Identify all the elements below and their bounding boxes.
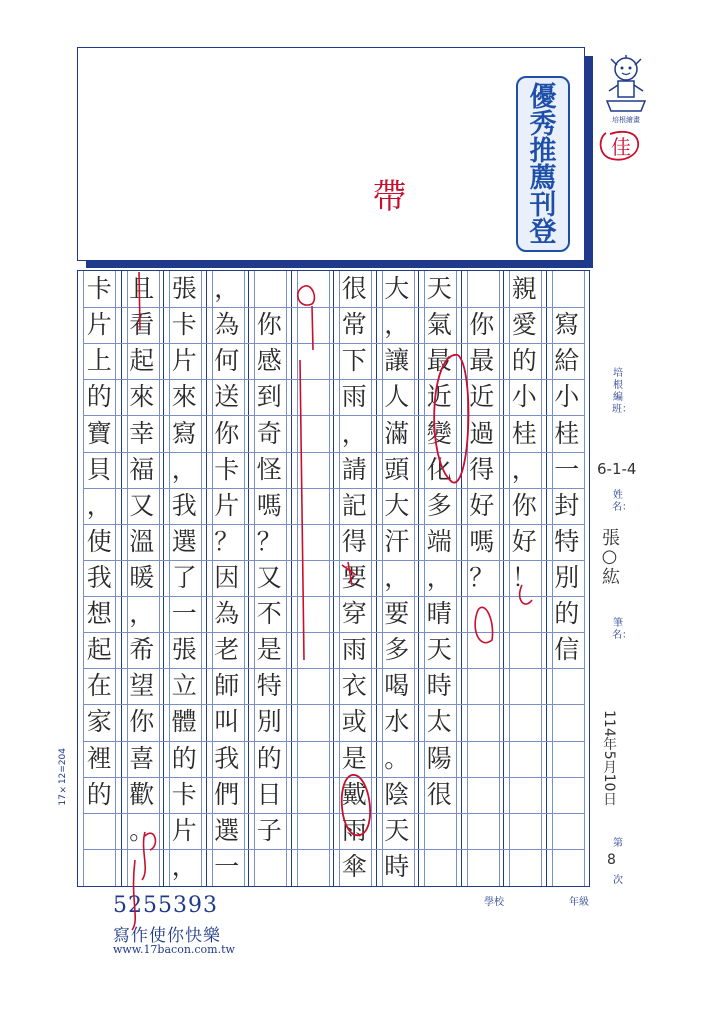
essay-char: 怪	[256, 454, 282, 484]
essay-char: 師	[214, 671, 240, 701]
essay-char: 老	[214, 635, 240, 665]
essay-char: 別	[256, 707, 282, 737]
essay-char: ，	[171, 454, 197, 484]
essay-char: 雨	[341, 382, 367, 412]
essay-char: 了	[171, 563, 197, 592]
grid-row-line	[83, 343, 584, 344]
stamp-char: 刊	[529, 190, 557, 221]
essay-char: 想	[86, 599, 112, 629]
essay-char: 穿	[341, 599, 367, 629]
stamp-char: 薦	[529, 163, 557, 194]
grid-row-line	[83, 632, 584, 633]
essay-char: ，	[171, 851, 197, 881]
essay-char: 近	[426, 382, 452, 412]
grid-row-line	[83, 379, 584, 380]
essay-char: 起	[86, 635, 112, 665]
count-label: 第	[613, 838, 623, 849]
grid-dimensions: 17×12=204	[58, 748, 68, 806]
essay-char: ？	[214, 526, 240, 556]
essay-char: 天	[426, 274, 452, 304]
essay-char: 或	[341, 707, 367, 737]
essay-char: 是	[341, 743, 367, 773]
essay-char: 的	[171, 743, 197, 773]
essay-char: 雨	[341, 815, 367, 845]
grid-row-line	[83, 488, 584, 489]
essay-char: ，	[341, 418, 367, 448]
comment-box-shadow-right	[585, 56, 593, 268]
grid-row-line	[83, 704, 584, 705]
essay-char: ，	[129, 599, 155, 629]
essay-char: 傘	[341, 851, 367, 881]
essay-char: 我	[86, 563, 112, 592]
penname-label: 筆名：	[612, 618, 632, 641]
essay-char: 卡	[171, 779, 197, 809]
essay-char: 晴	[426, 599, 452, 629]
essay-char: 過	[469, 418, 495, 448]
essay-char: 貝	[86, 454, 112, 484]
essay-char: 頭	[384, 454, 410, 484]
essay-char: 特	[256, 671, 282, 701]
essay-char: 雨	[341, 635, 367, 665]
essay-char: 到	[256, 382, 282, 412]
grid-row-line	[83, 560, 584, 561]
grid-row-line	[83, 741, 584, 742]
essay-char: 化	[426, 454, 452, 484]
essay-char: 卡	[86, 274, 112, 304]
essay-char: 滿	[384, 418, 410, 448]
essay-char: 別	[554, 563, 580, 592]
essay-char: 最	[426, 346, 452, 376]
grid-row-line	[83, 777, 584, 778]
essay-char: 陽	[426, 743, 452, 773]
grid-row-line	[83, 596, 584, 597]
grade-mark: 佳	[611, 134, 631, 159]
essay-char: ，	[511, 454, 537, 484]
comment-box	[77, 47, 585, 261]
essay-char: 溫	[129, 526, 155, 556]
essay-char: 很	[426, 779, 452, 809]
essay-char: 端	[426, 526, 452, 556]
manuscript-grid	[77, 270, 590, 887]
essay-char: 一	[214, 851, 240, 881]
essay-char: 幸	[129, 418, 155, 448]
essay-char: 很	[341, 274, 367, 304]
essay-char: 我	[214, 743, 240, 773]
essay-char: 希	[129, 635, 155, 665]
essay-char: 的	[86, 779, 112, 809]
essay-char: 時	[384, 851, 410, 881]
essay-char: 陰	[384, 779, 410, 809]
essay-char: 的	[511, 346, 537, 376]
essay-char: 水	[384, 707, 410, 737]
essay-char: 來	[171, 382, 197, 412]
essay-char: 你	[256, 310, 282, 340]
essay-char: 選	[214, 815, 240, 845]
stamp-char: 秀	[529, 109, 557, 140]
essay-char: 特	[554, 526, 580, 556]
grade-label: 年級	[569, 897, 589, 908]
essay-char: 最	[469, 346, 495, 376]
essay-char: 暖	[129, 563, 155, 592]
grid-row-line	[83, 415, 584, 416]
essay-char: 來	[129, 382, 155, 412]
essay-char: 裡	[86, 743, 112, 773]
school-label: 學校	[484, 897, 504, 908]
essay-char: 桂	[511, 418, 537, 448]
essay-char: 又	[129, 490, 155, 520]
essay-char: 喜	[129, 743, 155, 773]
essay-char: 一	[554, 454, 580, 484]
essay-char: 近	[469, 382, 495, 412]
stamp-char: 優	[529, 82, 557, 113]
essay-char: 叫	[214, 707, 240, 737]
essay-char: 寶	[86, 418, 112, 448]
essay-char: 小	[554, 382, 580, 412]
essay-char: 感	[256, 346, 282, 376]
essay-char: 的	[256, 743, 282, 773]
essay-char: 的	[554, 599, 580, 629]
essay-char: ？	[256, 526, 282, 556]
essay-char: 歡	[129, 779, 155, 809]
stamp-char: 登	[529, 217, 557, 248]
logo-caption: 培根繪畫	[612, 116, 640, 124]
essay-char: 奇	[256, 418, 282, 448]
count-value: 8	[607, 852, 616, 868]
essay-char: ！	[511, 563, 537, 592]
essay-char: 上	[86, 346, 112, 376]
essay-char: ，	[214, 274, 240, 304]
date-value: 114年5月10日	[601, 710, 617, 806]
essay-char: 日	[256, 779, 282, 809]
essay-char: ，	[426, 563, 452, 592]
essay-char: 的	[86, 382, 112, 412]
tree-logo-icon	[603, 55, 649, 113]
comment-box-shadow-bottom	[86, 261, 593, 268]
name-value: 張○紘	[599, 528, 620, 585]
essay-char: 家	[86, 707, 112, 737]
essay-char: 嗎	[256, 490, 282, 520]
essay-char: 桂	[554, 418, 580, 448]
recommendation-stamp	[516, 76, 570, 252]
essay-char: 福	[129, 454, 155, 484]
essay-char: 得	[469, 454, 495, 484]
grid-row-line	[83, 524, 584, 525]
essay-char: 張	[171, 635, 197, 665]
essay-char: 又	[256, 563, 282, 592]
essay-char: 你	[469, 310, 495, 340]
essay-char: 多	[426, 490, 452, 520]
essay-char: 為	[214, 599, 240, 629]
essay-char: 常	[341, 310, 367, 340]
essay-char: ，	[86, 490, 112, 520]
teacher-comment: 帶	[366, 178, 406, 212]
essay-char: 起	[129, 346, 155, 376]
essay-char: 體	[171, 707, 197, 737]
essay-char: 我	[171, 490, 197, 520]
essay-char: 寫	[171, 418, 197, 448]
essay-char: 何	[214, 346, 240, 376]
essay-char: 你	[214, 418, 240, 448]
essay-char: 片	[171, 815, 197, 845]
essay-char: 在	[86, 671, 112, 701]
essay-char: 天	[384, 815, 410, 845]
essay-char: 得	[341, 526, 367, 556]
essay-char: 看	[129, 310, 155, 340]
grid-row-line	[83, 307, 584, 308]
essay-char: 你	[511, 490, 537, 520]
stamp-char: 推	[529, 136, 557, 167]
essay-char: 天	[426, 635, 452, 665]
essay-char: 不	[256, 599, 282, 629]
class-value: 6-1-4	[597, 460, 637, 478]
essay-char: 為	[214, 310, 240, 340]
essay-char: 張	[171, 274, 197, 304]
essay-char: 片	[171, 346, 197, 376]
essay-char: 嗎	[469, 526, 495, 556]
essay-char: 片	[86, 310, 112, 340]
essay-char: 寫	[554, 310, 580, 340]
essay-char: 下	[341, 346, 367, 376]
essay-char: 讓	[384, 346, 410, 376]
essay-char: 送	[214, 382, 240, 412]
essay-char: 親	[511, 274, 537, 304]
essay-char: 們	[214, 779, 240, 809]
essay-char: 。	[129, 815, 155, 845]
essay-char: 大	[384, 274, 410, 304]
essay-char: 使	[86, 526, 112, 556]
essay-char: 人	[384, 382, 410, 412]
essay-char: ，	[384, 563, 410, 592]
class-label: 培根編班：	[612, 368, 632, 415]
essay-char: 因	[214, 563, 240, 592]
essay-char: 是	[256, 635, 282, 665]
essay-char: 望	[129, 671, 155, 701]
essay-char: ？	[469, 563, 495, 592]
essay-char: 愛	[511, 310, 537, 340]
essay-char: 你	[129, 707, 155, 737]
essay-char: 戴	[341, 779, 367, 809]
essay-char: ，	[384, 310, 410, 340]
essay-char: 衣	[341, 671, 367, 701]
essay-char: 立	[171, 671, 197, 701]
grid-row-line	[83, 668, 584, 669]
essay-char: 太	[426, 707, 452, 737]
slogan: 寫作使你快樂	[113, 926, 221, 946]
essay-char: 汗	[384, 526, 410, 556]
essay-char: 變	[426, 418, 452, 448]
essay-char: 好	[469, 490, 495, 520]
count-suffix: 次	[613, 875, 623, 886]
grid-row-line	[83, 849, 584, 850]
essay-char: 要	[341, 563, 367, 592]
essay-char: 好	[511, 526, 537, 556]
essay-char: 氣	[426, 310, 452, 340]
essay-char: 請	[341, 454, 367, 484]
essay-char: 卡	[214, 454, 240, 484]
essay-char: 記	[341, 490, 367, 520]
essay-char: 片	[214, 490, 240, 520]
name-label: 姓名：	[612, 490, 632, 513]
essay-char: 信	[554, 635, 580, 665]
essay-char: 多	[384, 635, 410, 665]
grid-row-line	[83, 452, 584, 453]
grid-row-line	[83, 813, 584, 814]
essay-char: 喝	[384, 671, 410, 701]
serial-number: 5255393	[113, 893, 218, 918]
essay-char: 時	[426, 671, 452, 701]
essay-char: 子	[256, 815, 282, 845]
essay-char: 選	[171, 526, 197, 556]
essay-char: 且	[129, 274, 155, 304]
essay-char: 要	[384, 599, 410, 629]
essay-char: 卡	[171, 310, 197, 340]
essay-char: 一	[171, 599, 197, 629]
website-url: www.17bacon.com.tw	[113, 943, 235, 956]
essay-char: 。	[384, 743, 410, 773]
essay-char: 大	[384, 490, 410, 520]
grid-column	[291, 271, 335, 886]
essay-char: 小	[511, 382, 537, 412]
essay-char: 封	[554, 490, 580, 520]
essay-char: 給	[554, 346, 580, 376]
